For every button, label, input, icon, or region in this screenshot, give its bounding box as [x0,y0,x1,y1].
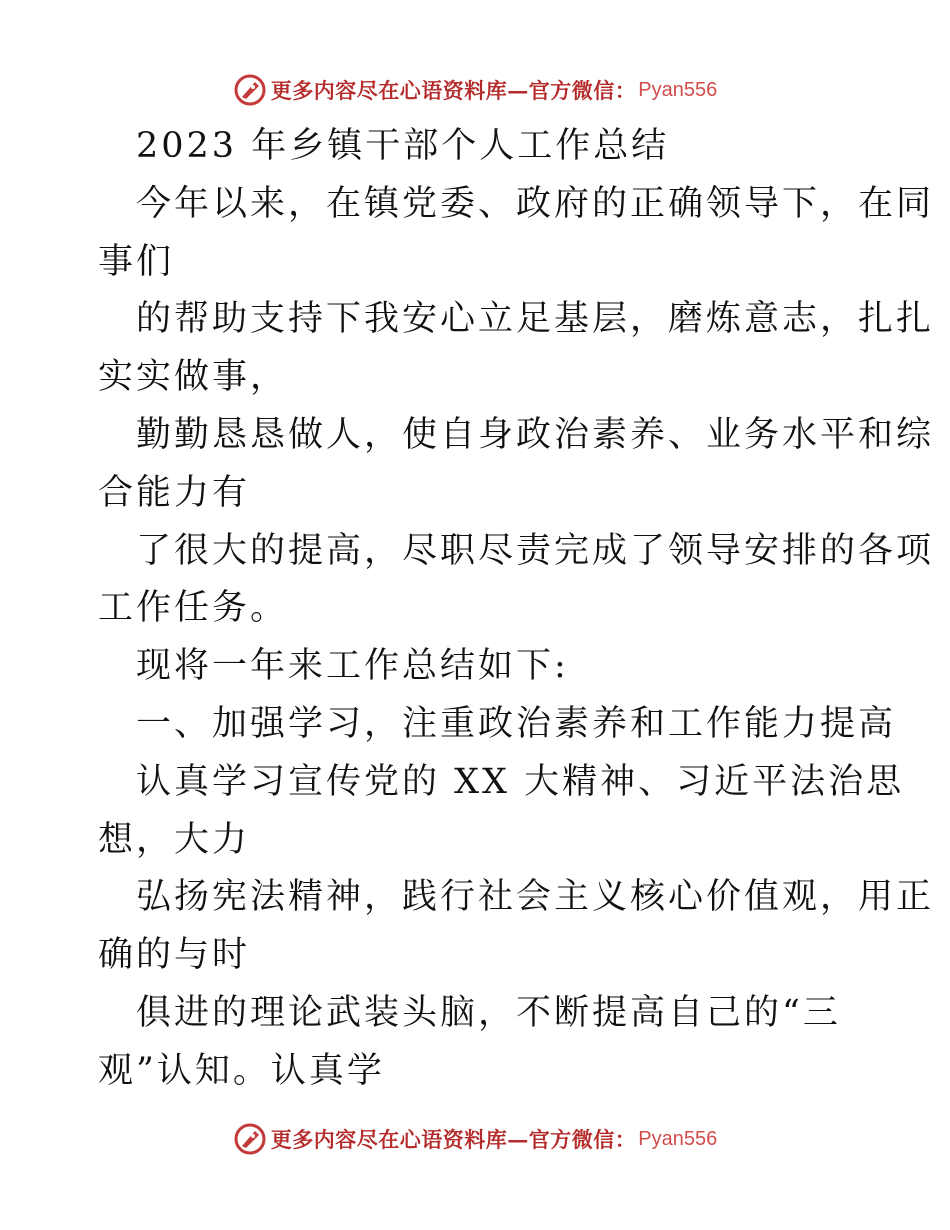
watermark-text: 更多内容尽在心语资料库—官方微信： [270,78,637,103]
watermark-footer [0,1119,950,1159]
text-line: 弘扬宪法精神，践行社会主义核心价值观，用正 [136,877,935,918]
text-line: 了很大的提高，尽职尽责完成了领导安排的各项 [136,530,935,571]
pen-nib-logo-icon [233,73,267,107]
text-line: 观”认知。认真学 [98,1050,385,1091]
pen-nib-logo-icon [233,1122,267,1156]
section-heading: 一、加强学习，注重政治素养和工作能力提高 [136,703,897,744]
watermark-text: 更多内容尽在心语资料库—官方微信： [270,1127,637,1152]
watermark-wechat-id: Pyan556 [638,78,718,101]
text-line: 现将一年来工作总结如下: [136,646,569,687]
text-line: 想，大力 [98,819,251,860]
text-line: 合能力有 [98,472,251,513]
text-line: 今年以来，在镇党委、政府的正确领导下，在同 [136,183,935,224]
text-line: 俱进的理论武装头脑，不断提高自己的“三 [136,992,841,1033]
text-line: 认真学习宣传党的 XX 大精神、习近平法治思 [136,761,905,802]
text-line: 确的与时 [98,935,251,976]
text-line: 事们 [98,241,175,282]
document-title: 2023 年乡镇干部个人工作总结 [136,126,670,166]
text-line: 的帮助支持下我安心立足基层，磨炼意志，扎扎 [136,299,935,340]
document-body [98,118,935,1101]
watermark-header [0,70,950,110]
text-line: 勤勤恳恳做人，使自身政治素养、业务水平和综 [136,414,935,455]
watermark-wechat-id: Pyan556 [638,1127,718,1150]
text-line: 实实做事， [98,357,289,398]
text-line: 工作任务。 [98,588,289,629]
